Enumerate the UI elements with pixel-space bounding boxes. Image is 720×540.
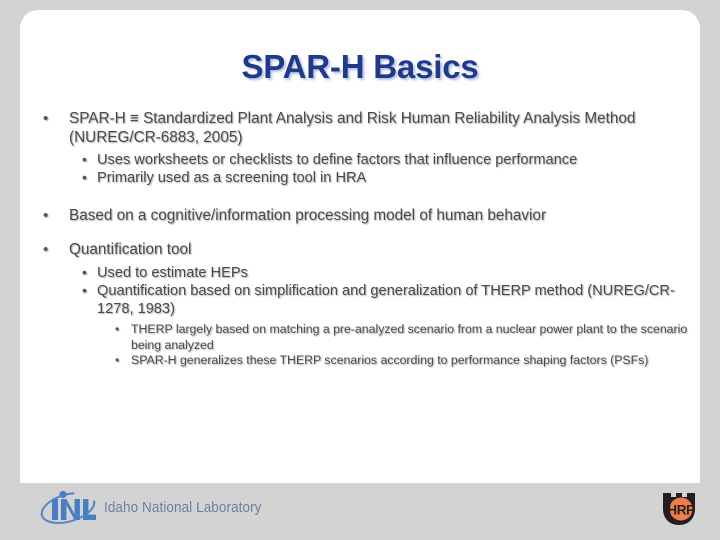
svg-text:HRP: HRP (667, 502, 695, 518)
list-item (43, 110, 700, 147)
list-item-text: Primarily used as a screening tool in HRA (97, 170, 367, 187)
list-item-text: THERP largely based on matching a pre-analyzed scenario from a nuclear power plant to the scenario being analyzed (131, 322, 688, 352)
bullet-marker: • (82, 169, 87, 186)
inl-wordmark: Idaho National Laboratory (104, 500, 262, 516)
list-item (115, 353, 700, 368)
page-title: SPAR-H Basics (241, 48, 479, 85)
bullet-marker: • (82, 151, 87, 168)
slide-content-panel (20, 10, 700, 483)
list-item (115, 322, 700, 353)
inl-logo (38, 487, 273, 529)
list-item (82, 169, 700, 187)
list-item (82, 282, 700, 318)
bullet-list (20, 110, 700, 369)
list-item-text: Uses worksheets or checklists to define factors that influence performance (97, 152, 578, 169)
list-item (82, 264, 700, 282)
inl-mark-icon (38, 488, 100, 528)
list-item (43, 241, 700, 260)
spacer (20, 225, 700, 241)
spacer (20, 188, 700, 207)
bullet-marker: • (43, 241, 49, 259)
list-item-text: Quantification tool (69, 241, 192, 259)
list-item (82, 151, 700, 169)
list-item (43, 207, 700, 226)
bullet-marker: • (115, 322, 120, 337)
bullet-marker: • (115, 353, 120, 368)
bullet-marker: • (43, 206, 49, 224)
list-item-text: Used to estimate HEPs (97, 264, 248, 281)
bullet-marker: • (82, 281, 87, 298)
title-block (20, 48, 700, 86)
bullet-marker: • (82, 263, 87, 280)
list-item-text: SPAR-H generalizes these THERP scenarios according to performance shaping factors (PSFs) (131, 353, 649, 368)
list-item-text: Quantification based on simplification and generalization of THERP method (NUREG/CR-1278, 1983) (97, 282, 675, 318)
bullet-marker: • (43, 110, 49, 127)
list-item-text: SPAR-H ≡ Standardized Plant Analysis and Risk Human Reliability Analysis Method (NUREG/CR-6883, 2005) (69, 110, 636, 146)
list-item-text: Based on a cognitive/information processing model of human behavior (69, 206, 547, 224)
hrp-logo-icon (657, 485, 705, 533)
